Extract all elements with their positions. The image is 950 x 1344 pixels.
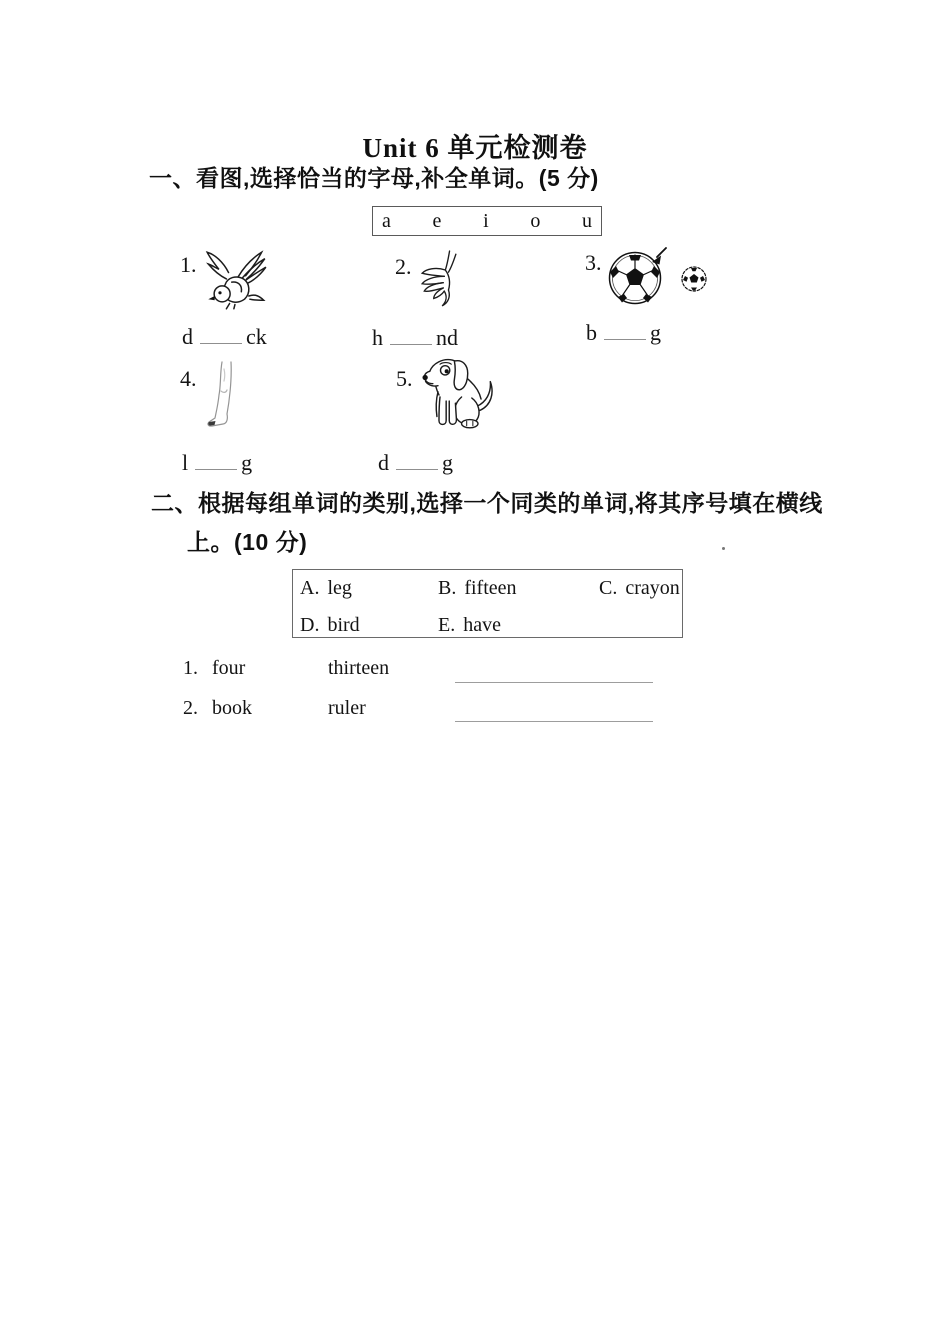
answer-blank <box>604 323 646 340</box>
scan-speck <box>722 547 725 550</box>
item4-word-blank <box>182 450 252 476</box>
option-label: B. <box>438 577 457 599</box>
option-word: leg <box>327 577 352 599</box>
word-end: g <box>442 450 453 475</box>
word-end: nd <box>436 325 458 350</box>
word-end: ck <box>246 324 267 349</box>
answer-blank <box>390 328 432 345</box>
item1-word-blank <box>182 324 267 350</box>
option-word: have <box>463 614 501 636</box>
item4-number: 4. <box>180 366 197 391</box>
word-bank-box <box>292 569 683 638</box>
question-number: 1. <box>183 657 198 679</box>
item5-number: 5. <box>396 366 413 391</box>
answer-line <box>455 682 653 683</box>
item5-word-blank <box>378 450 453 476</box>
item2-number: 2. <box>395 254 412 279</box>
question-number: 2. <box>183 697 198 719</box>
letter-bank-box <box>372 206 602 236</box>
answer-blank <box>396 453 438 470</box>
letter-option: a <box>382 209 391 232</box>
item3-number: 3. <box>585 250 602 275</box>
word-start: d <box>378 450 389 475</box>
question1-word-b <box>328 657 389 680</box>
question-word-b: ruler <box>328 697 366 719</box>
answer-blank <box>200 327 242 344</box>
word-start: l <box>182 450 189 475</box>
word-bank-option-d <box>300 614 360 637</box>
option-word: bird <box>327 614 360 636</box>
answer-line <box>455 721 653 722</box>
leg-image <box>206 361 248 429</box>
question-row-2 <box>183 697 252 720</box>
question-word-b: thirteen <box>328 657 390 679</box>
word-start: b <box>586 320 597 345</box>
word-bank-option-b <box>438 577 517 600</box>
question-word-a: four <box>212 657 246 679</box>
word-bank-option-c <box>599 577 680 600</box>
section2-heading-line2: 上。(10 分) <box>187 529 308 555</box>
option-label: D. <box>300 614 320 636</box>
section1-heading: 一、看图,选择恰当的字母,补全单词。(5 分) <box>149 165 599 191</box>
item1-number: 1. <box>180 252 197 277</box>
letter-option: e <box>432 209 442 232</box>
hand-image <box>420 250 458 308</box>
section2-heading-line1: 二、根据每组单词的类别,选择一个同类的单词,将其序号填在横线 <box>151 490 823 516</box>
item2-word-blank <box>372 325 458 351</box>
page-title: Unit 6 单元检测卷 <box>362 133 588 163</box>
word-end: g <box>241 450 253 475</box>
word-bank-option-a <box>300 577 352 600</box>
word-bank-option-e <box>438 614 501 637</box>
soccer-balls-image <box>608 246 708 308</box>
letter-option: i <box>483 209 489 232</box>
option-label: A. <box>300 577 320 599</box>
question-word-a: book <box>212 697 252 719</box>
option-label: E. <box>438 614 456 636</box>
word-start: d <box>182 324 193 349</box>
option-word: fifteen <box>464 577 517 599</box>
dog-image <box>420 358 498 436</box>
letter-option: o <box>530 209 541 232</box>
option-word: crayon <box>625 577 680 599</box>
bird-image <box>204 249 268 311</box>
word-end: g <box>650 320 661 345</box>
letter-option: u <box>581 209 592 232</box>
item3-word-blank <box>586 320 661 346</box>
question2-word-b <box>328 697 366 720</box>
answer-blank <box>195 453 237 470</box>
word-start: h <box>372 325 383 350</box>
option-label: C. <box>599 577 618 599</box>
question-row-1 <box>183 657 245 680</box>
